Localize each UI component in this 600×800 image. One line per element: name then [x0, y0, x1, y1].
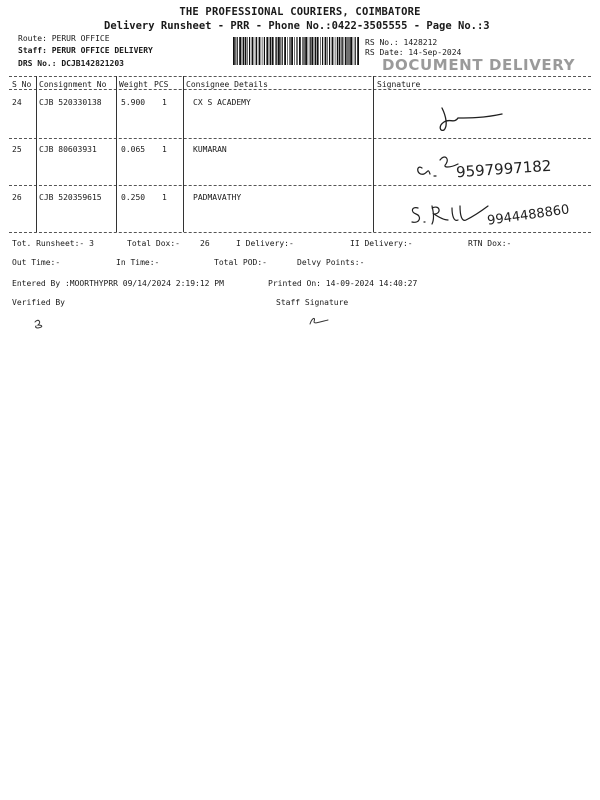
i-delivery: I Delivery:- — [236, 239, 294, 248]
header-bottom-rule — [9, 89, 591, 90]
total-dox-value: 26 — [200, 239, 210, 248]
row-consignee: CX S ACADEMY — [193, 98, 251, 107]
col-header-consignee: Consignee Details — [186, 80, 268, 89]
row-consignment: CJB 80603931 — [39, 145, 97, 154]
table-top-rule — [9, 76, 591, 77]
row-divider — [9, 138, 591, 139]
handwritten-signature — [432, 96, 512, 136]
column-divider — [116, 76, 117, 232]
staff-signature-mark — [306, 314, 332, 328]
row-pcs: 1 — [162, 193, 167, 202]
tot-runsheet: Tot. Runsheet:- 3 — [12, 239, 94, 248]
printed-on: Printed On: 14-09-2024 14:40:27 — [268, 279, 418, 288]
row-sno: 25 — [12, 145, 22, 154]
table-bottom-rule — [9, 232, 591, 233]
out-time: Out Time:- — [12, 258, 61, 267]
handwritten-phone: 9944488860 — [486, 202, 571, 229]
col-header-sno: S No — [12, 80, 32, 89]
col-header-consignment: Consignment No — [39, 80, 107, 89]
row-consignee: PADMAVATHY — [193, 193, 242, 202]
row-consignment: CJB 520330138 — [39, 98, 102, 107]
row-consignment: CJB 520359615 — [39, 193, 102, 202]
document-delivery-stamp: DOCUMENT DELIVERY — [382, 56, 576, 74]
row-consignee: KUMARAN — [193, 145, 227, 154]
in-time: In Time:- — [116, 258, 160, 267]
ii-delivery: II Delivery:- — [350, 239, 413, 248]
route-label: Route: PERUR OFFICE — [18, 34, 110, 43]
company-title: THE PROFESSIONAL COURIERS, COIMBATORE — [179, 6, 421, 18]
col-header-weight: Weight — [119, 80, 148, 89]
col-header-signature: Signature — [377, 80, 421, 89]
runsheet-title: Delivery Runsheet - PRR - Phone No.:0422-3505555 - Page No.:3 — [104, 20, 490, 32]
row-divider — [9, 185, 591, 186]
row-pcs: 1 — [162, 98, 167, 107]
handwritten-phone: 9597997182 — [455, 156, 552, 182]
rs-number: RS No.: 1428212 — [365, 38, 438, 47]
row-sno: 24 — [12, 98, 22, 107]
staff-signature-label: Staff Signature — [276, 298, 349, 307]
column-divider — [183, 76, 184, 232]
rtn-dox: RTN Dox:- — [468, 239, 512, 248]
row-weight: 0.250 — [121, 193, 146, 202]
staff-label: Staff: PERUR OFFICE DELIVERY — [18, 46, 153, 55]
row-sno: 26 — [12, 193, 22, 202]
row-weight: 5.900 — [121, 98, 146, 107]
total-pod: Total POD:- — [214, 258, 267, 267]
entered-by: Entered By :MOORTHYPRR 09/14/2024 2:19:12 PM — [12, 279, 224, 288]
column-divider — [36, 76, 37, 232]
verified-by-label: Verified By — [12, 298, 65, 307]
rs-date: RS Date: 14-Sep-2024 — [365, 48, 462, 57]
delvy-points: Delvy Points:- — [297, 258, 365, 267]
verifier-signature — [30, 316, 52, 332]
drs-number: DRS No.: DCJB142821203 — [18, 59, 124, 68]
row-weight: 0.065 — [121, 145, 146, 154]
column-divider — [373, 76, 374, 232]
handwritten-signature — [404, 196, 494, 232]
col-header-pcs: PCS — [154, 80, 169, 89]
total-dox-label: Total Dox:- — [127, 239, 180, 248]
row-pcs: 1 — [162, 145, 167, 154]
barcode — [232, 37, 360, 65]
